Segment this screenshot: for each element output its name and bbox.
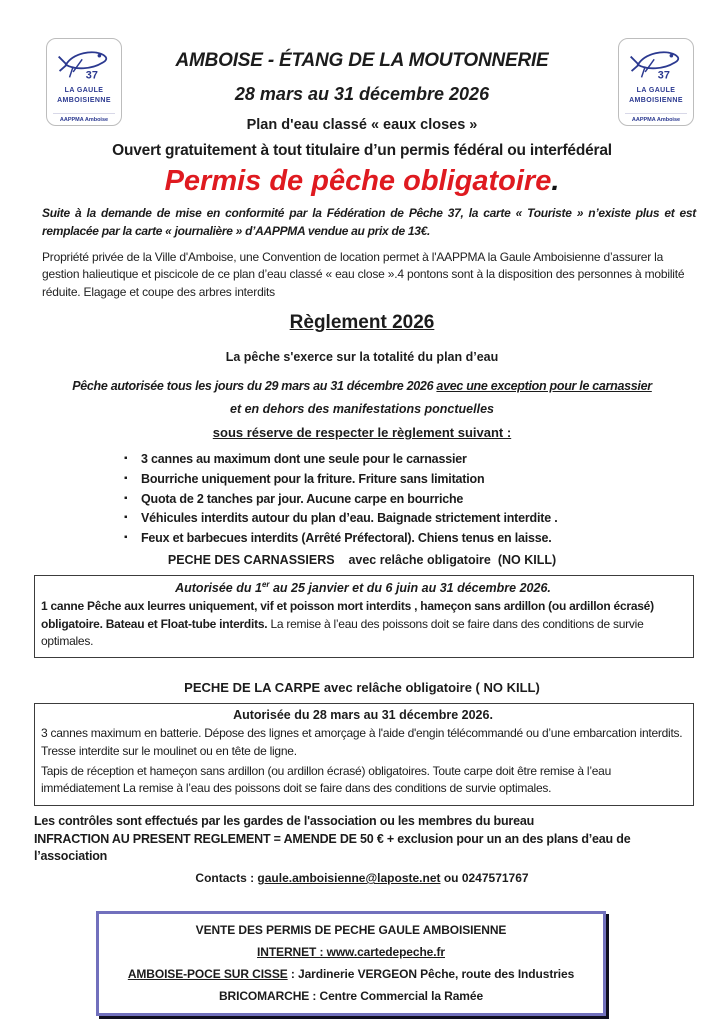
controls-line: Les contrôles sont effectués par les gardes de l'association ou les membres du bureau: [34, 813, 535, 828]
permit-heading-period: .: [551, 165, 560, 197]
logo-number: 37: [85, 69, 98, 81]
free-access-line: Ouvert gratuitement à tout titulaire d’un permis fédéral ou interfédéral: [112, 142, 612, 159]
carnassiers-heading: PECHE DES CARNASSIERS avec relâche obligatoire (NO KILL): [167, 552, 557, 567]
carnassiers-rules-bold: 1 canne Pêche aux leurres uniquement, vif et poisson mort interdits , hameçon sans ardillon (ou ardillon écrasé) obligatoire. Bateau et Float-tube interdits.: [41, 599, 654, 631]
date-range: 28 mars au 31 décembre 2026: [234, 84, 490, 104]
carnassiers-period: [41, 580, 685, 595]
rule-item-bourriche: ▪ Bourriche uniquement pour la friture. Friture sans limitation: [124, 470, 664, 489]
phone-number: 0247571767: [461, 871, 529, 886]
logo-subtitle: AAPPMA Amboise: [625, 113, 687, 123]
reglement-heading: Règlement 2026: [289, 312, 435, 334]
header-block: [130, 38, 594, 133]
carnassiers-rules-text: [41, 598, 685, 650]
rule-item-feux: ▪ Feux et barbecues interdits (Arrêté Préfectoral). Chiens tenus en laisse.: [124, 529, 664, 548]
rule-item-quota: ▪ Quota de 2 tanches par jour. Aucune carpe en bourriche: [124, 490, 664, 509]
club-logo-right: [618, 38, 694, 126]
carnassiers-rules-regular: La remise à l’eau des poissons doit se faire dans des conditions de survie optimales.: [41, 616, 644, 648]
infraction-line: INFRACTION AU PRESENT REGLEMENT = AMENDE DE 50 € + exclusion pour un an des plans d’eau de l’association: [34, 831, 631, 864]
carnassier-exception-underlined: avec une exception pour le carnassier: [436, 379, 652, 394]
fish-logo-icon: [626, 43, 686, 81]
internet-label: INTERNET :: [257, 945, 327, 960]
sales-internet-line: [103, 945, 599, 959]
amboise-poce-rest: : Jardinerie VERGEON Pêche, route des Industries: [287, 967, 575, 982]
email-link[interactable]: gaule.amboisienne@laposte.net: [257, 871, 441, 886]
permit-sales-box: [96, 911, 606, 1016]
carnassiers-period-sup: er: [261, 579, 270, 589]
carnassiers-period-pre: Autorisée du 1: [175, 581, 262, 596]
permit-heading: [0, 163, 724, 199]
rule-item-cannes: ▪ 3 cannes au maximum dont une seule pour le carnassier: [124, 450, 664, 469]
sales-amboise-line: [103, 967, 599, 981]
authorized-days-line: [0, 379, 724, 393]
sales-bricomarche-line: BRICOMARCHE : Centre Commercial la Ramée: [218, 989, 484, 1004]
logo-subtitle: AAPPMA Amboise: [53, 113, 115, 123]
rule-item-vehicules: ▪ Véhicules interdits autour du plan d’eau. Baignade strictement interdite .: [124, 509, 664, 528]
authorized-days-text: Pêche autorisée tous les jours du 29 mars au 31 décembre 2026: [72, 379, 437, 394]
logo-club-name-line2: AMBOISIENNE: [629, 96, 683, 104]
scope-line: La pêche s'exerce sur la totalité du plan d’eau: [225, 350, 499, 365]
cartedepeche-link[interactable]: www.cartedepeche.fr: [326, 945, 445, 960]
carpe-rules-line2: Tapis de réception et hameçon sans ardillon (ou ardillon écrasé) obligatoires. Toute carpe doit être remise à l’eau immédiatement La remise à l’eau des poissons doit se faire dans des conditions de survie optimales.: [41, 764, 612, 796]
carnassiers-rule-box: [34, 575, 694, 658]
sous-reserve-line: sous réserve de respecter le règlement suivant :: [212, 425, 512, 441]
carpe-heading: PECHE DE LA CARPE avec relâche obligatoire ( NO KILL): [184, 680, 540, 696]
sales-title: VENTE DES PERMIS DE PECHE GAULE AMBOISIENNE: [195, 923, 507, 938]
permit-heading-text: Permis de pêche obligatoire: [164, 165, 552, 197]
logo-club-name-line2: AMBOISIENNE: [57, 96, 111, 104]
logo-club-name-line1: LA GAULE: [64, 87, 104, 94]
club-logo-left: [46, 38, 122, 126]
events-exception-line: et en dehors des manifestations ponctuelles: [230, 402, 494, 417]
fish-logo-icon: [54, 43, 114, 81]
contacts-separator: ou: [440, 871, 462, 886]
contacts-label: Contacts :: [195, 871, 258, 886]
carpe-rules-line1: 3 cannes maximum en batterie. Dépose des lignes et amorçage à l'aide d'engin télécommandé ou d’une embarcation interdits. Tresse interdite sur le moulinet ou en tête de ligne.: [41, 726, 683, 758]
page-title: AMBOISE - ÉTANG DE LA MOUTONNERIE: [175, 50, 549, 71]
controls-block: [34, 813, 694, 866]
amboise-poce-underlined: AMBOISE-POCE SUR CISSE: [127, 967, 288, 982]
water-classification: Plan d'eau classé « eaux closes »: [246, 117, 478, 133]
property-paragraph: Propriété privée de la Ville d'Amboise, une Convention de location permet à l'AAPPMA la Gaule Amboisienne d’assurer la gestion halieutique et piscicole de ce plan d’eau classé « eau close ».4 pontons sont à la disposition des personnes à mobilité réduite. Elagage et coupe des arbres interdits: [42, 250, 685, 299]
tourist-card-notice: Suite à la demande de mise en conformité par la Fédération de Pêche 37, la carte « Touriste » n’existe plus et est remplacée par la carte « journalière » d’AAPPMA vendue au prix de 13€.: [42, 206, 696, 238]
carpe-period: Autorisée du 28 mars au 31 décembre 2026.: [233, 708, 493, 723]
logo-club-name-line1: LA GAULE: [636, 87, 676, 94]
carpe-rule-box: [34, 703, 694, 806]
contacts-line: [0, 871, 724, 885]
carnassiers-period-post: au 25 janvier et du 6 juin au 31 décembre 2026.: [269, 581, 551, 596]
svg-text:37: 37: [657, 69, 670, 81]
rules-bullet-list: [124, 450, 664, 548]
